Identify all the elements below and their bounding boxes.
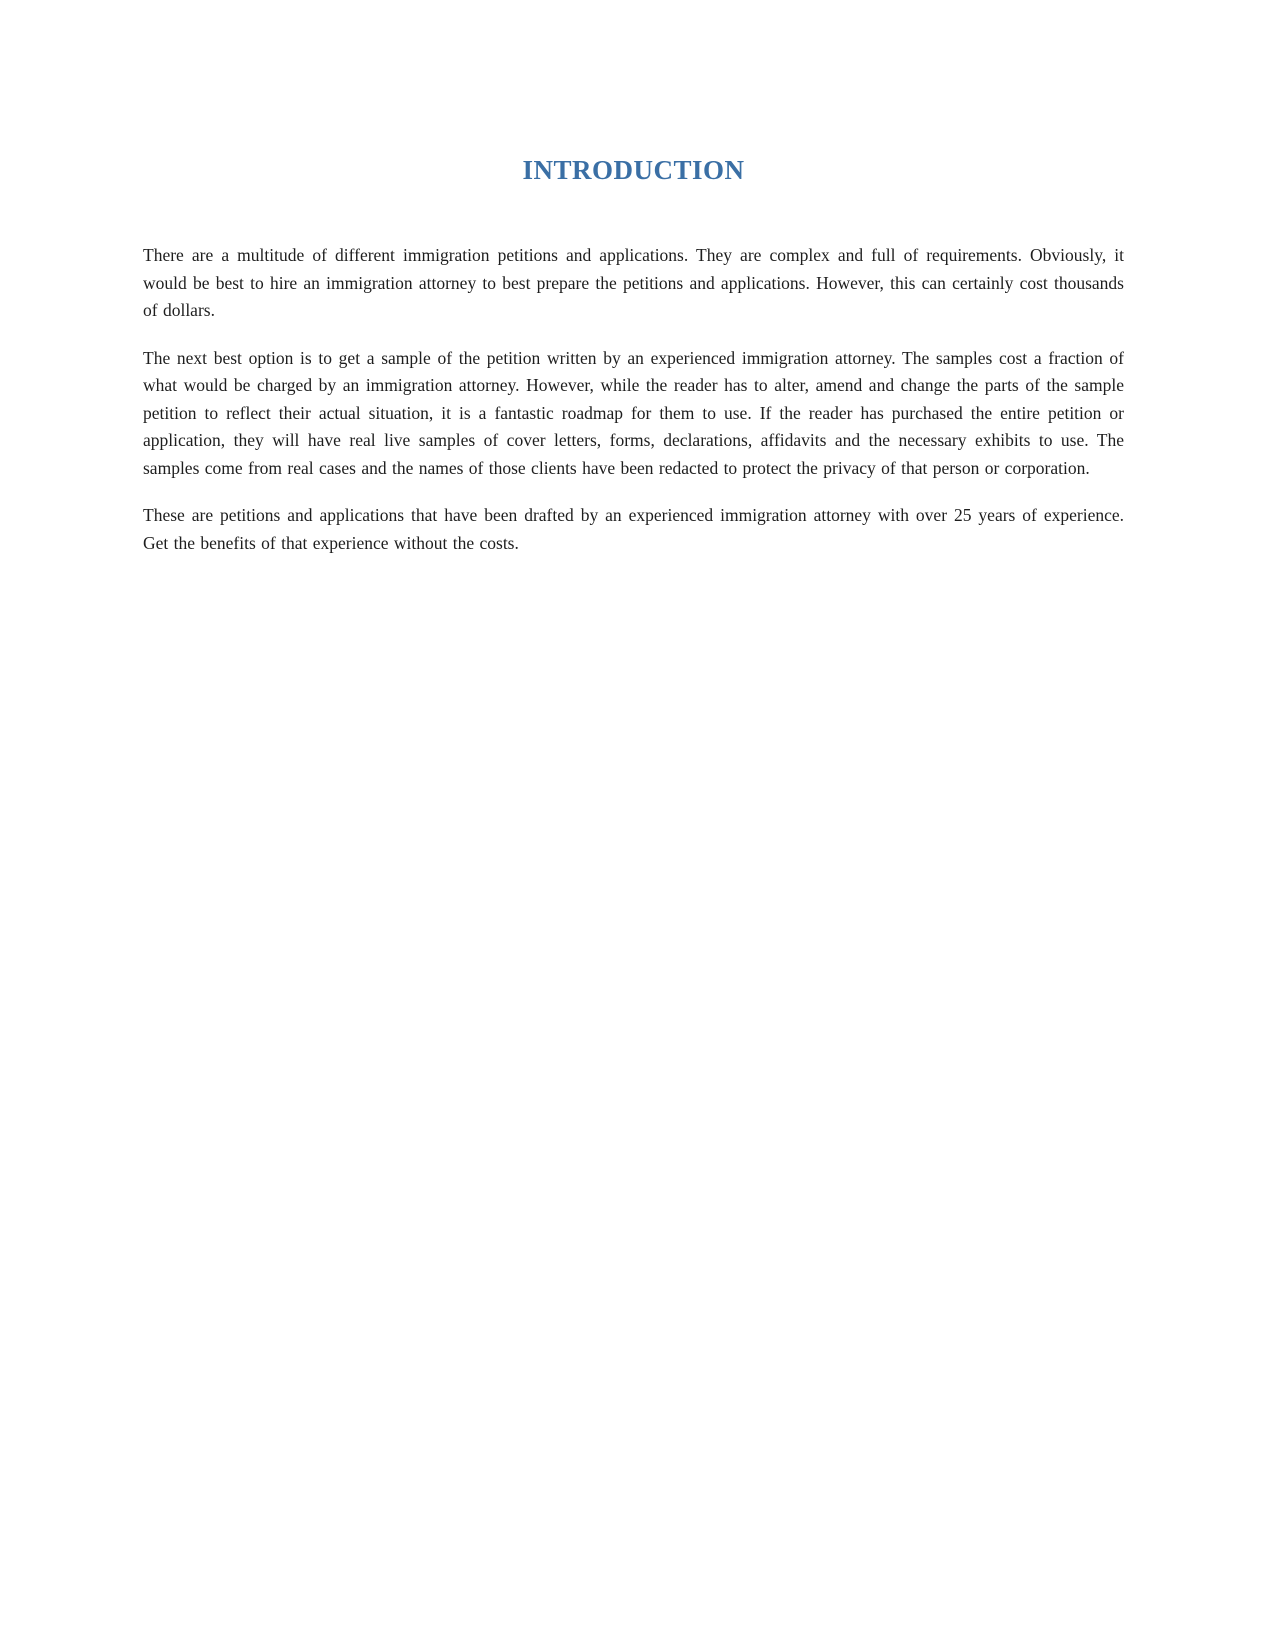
- page-title: INTRODUCTION: [522, 155, 745, 185]
- paragraph-2: The next best option is to get a sample of the petition written by an experienced immigration attorney. The samples cost a fraction of what would be charged by an immigration attorney. However, while the reader has to alter, amend and change the parts of the sample petition to reflect their actual situation, it is a fantastic roadmap for them to use. If the reader has purchased the entire petition or application, they will have real live samples of cover letters, forms, declarations, affidavits and the necessary exhibits to use. The samples come from real cases and the names of those clients have been redacted to protect the privacy of that person or corporation.: [143, 347, 1124, 478]
- paragraph-1: There are a multitude of different immigration petitions and applications. They are complex and full of requirements. Obviously, it would be best to hire an immigration attorney to best prepare the petitions and applications. However, this can certainly cost thousands of dollars.: [143, 245, 1124, 320]
- paragraph-3: These are petitions and applications that have been drafted by an experienced immigration attorney with over 25 years of experience. Get the benefits of that experience without the costs.: [143, 505, 1124, 553]
- document-body: [143, 155, 1124, 577]
